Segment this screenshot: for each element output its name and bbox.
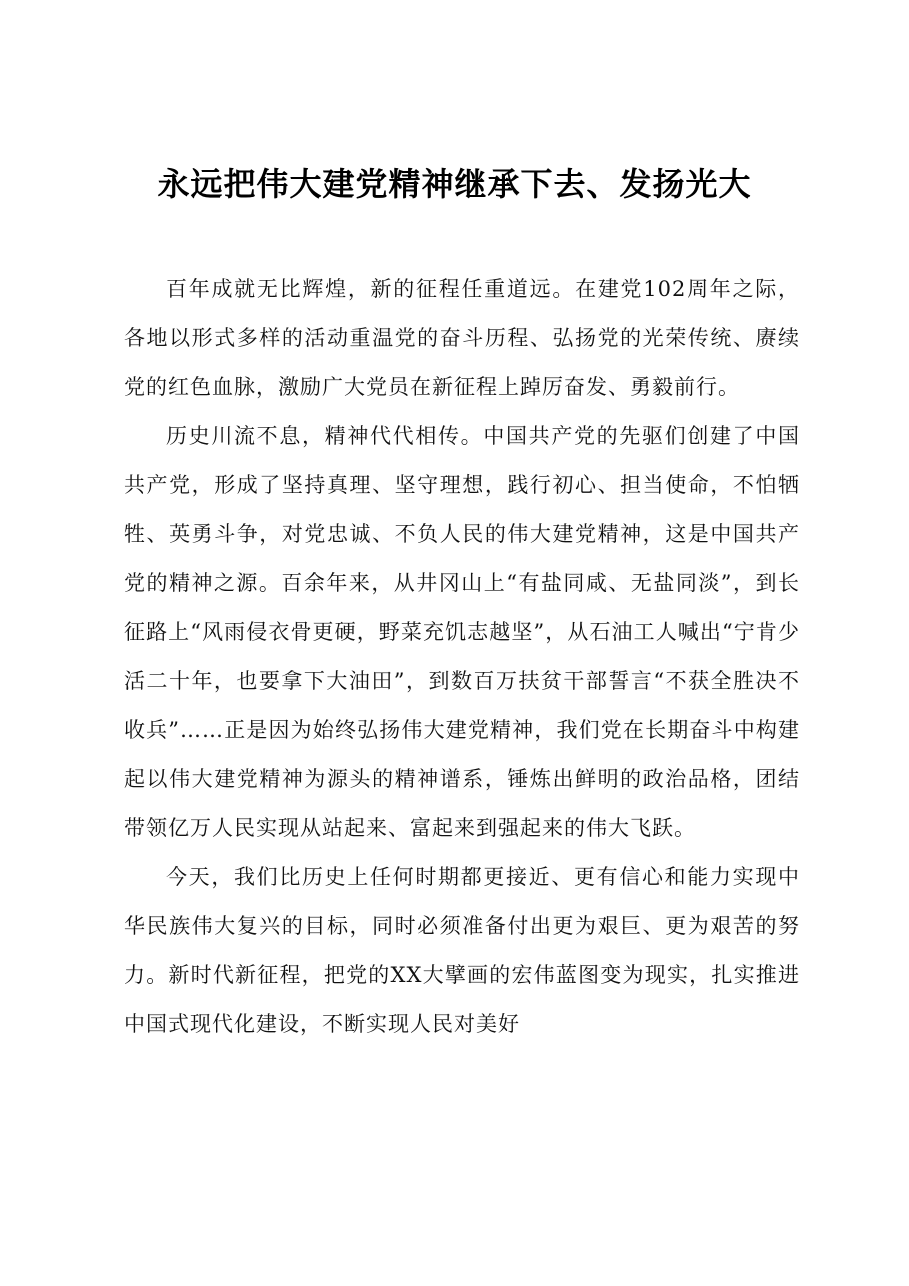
- document-title: 永远把伟大建党精神继承下去、发扬光大: [157, 165, 752, 203]
- paragraph-2: 历史川流不息，精神代代相传。中国共产党的先驱们创建了中国共产党，形成了坚持真理、坚守理想，践行初心、担当使命，不怕牺牲、英勇斗争，对党忠诚、不负人民的伟大建党精神，这是中国共产党的精神之源。百余年来，从井冈山上“有盐同咸、无盐同淡”，到长征路上“风雨侵衣骨更硬，野菜充饥志越坚”，从石油工人喊出“宁肯少活二十年，也要拿下大油田”，到数百万扶贫干部誓言“不获全胜决不收兵”……正是因为始终弘扬伟大建党精神，我们党在长期奋斗中构建起以伟大建党精神为源头的精神谱系，锤炼出鲜明的政治品格，团结带领亿万人民实现从站起来、富起来到强起来的伟大飞跃。: [124, 424, 800, 840]
- paragraph-3: 今天，我们比历史上任何时期都更接近、更有信心和能力实现中华民族伟大复兴的目标，同时必须准备付出更为艰巨、更为艰苦的努力。新时代新征程，把党的XX大擘画的宏伟蓝图变为现实，扎实推进中国式现代化建设，不断实现人民对美好: [124, 865, 800, 1036]
- paragraph-1: 百年成就无比辉煌，新的征程任重道远。在建党102周年之际，各地以形式多样的活动重温党的奋斗历程、弘扬党的光荣传统、赓续党的红色血脉，激励广大党员在新征程上踔厉奋发、勇毅前行。: [124, 277, 800, 399]
- document-body: [124, 265, 800, 1049]
